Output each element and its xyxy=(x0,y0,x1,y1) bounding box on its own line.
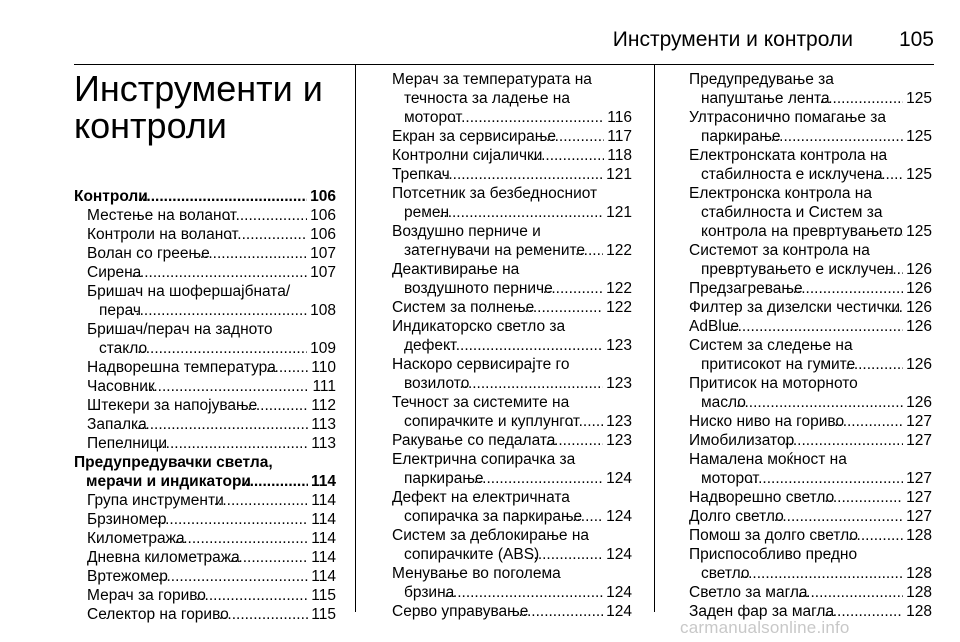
toc-entry-text: Наскоро сервисирајте го возилото ..... xyxy=(392,355,603,393)
toc-page-number: 114 xyxy=(308,548,336,567)
watermark: carmanualsonline.info xyxy=(680,618,850,637)
toc-entry-text: AdBlue ..... xyxy=(689,317,903,336)
toc-entry[interactable] xyxy=(676,279,932,298)
toc-entry-text: Трепкач ..... xyxy=(392,165,603,184)
toc-entry[interactable] xyxy=(74,415,336,434)
toc-entry-text: Бришач на шофершајбната/ перач ..... xyxy=(87,282,307,320)
toc-entry[interactable] xyxy=(74,567,336,586)
toc-entry[interactable] xyxy=(74,225,336,244)
toc-entry[interactable] xyxy=(74,491,336,510)
running-head-title: Инструменти и контроли xyxy=(612,28,853,51)
toc-page-number: 126 xyxy=(903,260,932,279)
toc-entry[interactable] xyxy=(676,241,932,279)
toc-page-number: 124 xyxy=(603,602,632,621)
toc-entry-text: Волан со греење ..... xyxy=(87,244,307,263)
toc-entry-text: Запалка ..... xyxy=(87,415,308,434)
toc-page-number: 128 xyxy=(903,564,932,583)
toc-entry[interactable] xyxy=(74,206,336,225)
toc-page-number: 128 xyxy=(903,526,932,545)
toc-entry-text: Филтер за дизелски честички ..... xyxy=(689,298,903,317)
toc-entry-text: Светло за магла ..... xyxy=(689,583,903,602)
toc-page-number: 107 xyxy=(307,263,336,282)
toc-entry-text: Километража ..... xyxy=(87,529,308,548)
toc-entry-text: Бришач/перач на задното стакло ..... xyxy=(87,320,307,358)
toc-page-number: 116 xyxy=(604,108,632,127)
toc-entry[interactable] xyxy=(676,374,932,412)
toc-page-number: 126 xyxy=(903,355,932,374)
toc-entry[interactable] xyxy=(676,317,932,336)
toc-entry[interactable] xyxy=(379,127,632,146)
toc-page-number: 114 xyxy=(308,529,336,548)
toc-page-number: 127 xyxy=(903,431,932,450)
column-divider-1 xyxy=(355,64,356,612)
toc-entry[interactable] xyxy=(74,244,336,263)
toc-page-number: 114 xyxy=(308,567,336,586)
toc-page-number: 128 xyxy=(903,602,932,621)
toc-entry-text: Екран за сервисирање ..... xyxy=(392,127,604,146)
toc-page-number: 125 xyxy=(903,127,932,146)
section-title: Инструменти и контроли xyxy=(74,68,323,146)
toc-page-number: 123 xyxy=(603,412,632,431)
toc-entry[interactable] xyxy=(379,355,632,393)
toc-entry-text: Деактивирање на воздушното перниче ..... xyxy=(392,260,603,298)
toc-page-number: 125 xyxy=(903,165,932,184)
toc-entry[interactable] xyxy=(74,529,336,548)
toc-entry-text: Помош за долго светло ..... xyxy=(689,526,903,545)
toc-entry-text: Електронска контрола на стабилноста и Систем за контрола на превртувањето ..... xyxy=(689,184,903,241)
toc-page-number: 123 xyxy=(603,374,632,393)
toc-entry-text: Мерач за температурата на течноста за ладење на моторот ..... xyxy=(392,70,604,127)
toc-entry-text: Електрична сопирачка за паркирање ..... xyxy=(392,450,603,488)
toc-entry-text: Селектор на гориво ..... xyxy=(87,605,308,624)
toc-entry-text: Ниско ниво на гориво ..... xyxy=(689,412,903,431)
toc-entry-text: Надворешна температура ..... xyxy=(87,358,308,377)
toc-entry[interactable] xyxy=(676,146,932,184)
toc-page-number: 114 xyxy=(308,510,336,529)
toc-entry[interactable] xyxy=(74,320,336,358)
toc-page-number: 122 xyxy=(603,279,632,298)
toc-page-number: 114 xyxy=(308,472,336,491)
toc-page-number: 109 xyxy=(307,339,336,358)
toc-entry[interactable] xyxy=(379,564,632,602)
toc-entry-text: Брзиномер ..... xyxy=(87,510,308,529)
toc-page-number: 107 xyxy=(307,244,336,263)
toc-page-number: 115 xyxy=(308,605,336,624)
toc-entry-text: Штекери за напојување ..... xyxy=(87,396,308,415)
toc-entry[interactable] xyxy=(676,336,932,374)
toc-entry[interactable] xyxy=(379,184,632,222)
toc-entry-text: Дефект на електричната сопирачка за паркирање ..... xyxy=(392,488,603,526)
toc-entry[interactable] xyxy=(74,510,336,529)
toc-entry-text: Дневна километража ..... xyxy=(87,548,308,567)
toc-entry-text: Предупредување за напуштање лента ..... xyxy=(689,70,903,108)
toc-entry-text: Пепелници ..... xyxy=(87,434,308,453)
toc-entry-text: Приспособливо предно светло ..... xyxy=(689,545,903,583)
toc-entry-text: Намалена моќност на моторот ..... xyxy=(689,450,903,488)
toc-entry-text: Вртежомер ..... xyxy=(87,567,308,586)
toc-entry-text: Ракување со педалата ..... xyxy=(392,431,603,450)
toc-entry-text: Имобилизатор ..... xyxy=(689,431,903,450)
toc-entry-text: Систем за следење на притисокот на гумите ..... xyxy=(689,336,903,374)
toc-page-number: 124 xyxy=(603,583,632,602)
toc-entry-text: Потсетник за безбедносниот ремен ..... xyxy=(392,184,603,222)
toc-entry[interactable] xyxy=(74,605,336,624)
toc-entry-text: Мерач за гориво ..... xyxy=(87,586,308,605)
toc-entry[interactable] xyxy=(379,526,632,564)
toc-page-number: 128 xyxy=(903,583,932,602)
toc-entry[interactable] xyxy=(676,184,932,241)
toc-entry[interactable] xyxy=(74,434,336,453)
toc-entry[interactable] xyxy=(676,70,932,108)
toc-entry[interactable] xyxy=(74,548,336,567)
toc-entry[interactable] xyxy=(74,263,336,282)
toc-page-number: 121 xyxy=(603,165,632,184)
toc-column-2 xyxy=(379,70,632,621)
toc-page-number: 126 xyxy=(903,317,932,336)
toc-entry[interactable] xyxy=(379,393,632,431)
toc-page-number: 123 xyxy=(603,336,632,355)
toc-entry-text: Воздушно перниче и затегнувачи на ремените ..... xyxy=(392,222,603,260)
toc-page-number: 112 xyxy=(308,396,336,415)
toc-entry[interactable] xyxy=(74,377,336,396)
toc-entry[interactable] xyxy=(379,602,632,621)
toc-page-number: 108 xyxy=(307,301,336,320)
toc-page-number: 113 xyxy=(308,434,336,453)
toc-entry[interactable] xyxy=(379,317,632,355)
toc-page-number: 106 xyxy=(307,187,336,206)
toc-entry[interactable] xyxy=(379,488,632,526)
toc-entry-text: Контроли ..... xyxy=(74,187,307,206)
toc-entry[interactable] xyxy=(379,146,632,165)
toc-page-number: 113 xyxy=(308,415,336,434)
toc-entry[interactable] xyxy=(676,412,932,431)
toc-page-number: 114 xyxy=(308,491,336,510)
toc-entry[interactable] xyxy=(379,165,632,184)
toc-entry[interactable] xyxy=(379,298,632,317)
toc-entry-text: Притисок на моторното масло ..... xyxy=(689,374,903,412)
running-head xyxy=(0,28,934,62)
toc-page-number: 124 xyxy=(603,545,632,564)
toc-entry-text: Часовник ..... xyxy=(87,377,309,396)
toc-column-1 xyxy=(74,70,336,624)
toc-entry[interactable] xyxy=(676,108,932,146)
toc-page-number: 106 xyxy=(307,225,336,244)
toc-entry-text: Надворешно светло ..... xyxy=(689,488,903,507)
toc-entry-text: Местење на воланот ..... xyxy=(87,206,307,225)
toc-entry[interactable] xyxy=(74,282,336,320)
toc-entry-text: Систем за деблокирање на сопирачките (ABS) ..... xyxy=(392,526,603,564)
toc-entry[interactable] xyxy=(74,396,336,415)
toc-page-number: 127 xyxy=(903,507,932,526)
toc-entry-text: Електронската контрола на стабилноста е исклучена ..... xyxy=(689,146,903,184)
toc-entry[interactable] xyxy=(379,70,632,127)
toc-entry[interactable] xyxy=(676,545,932,583)
toc-entry[interactable] xyxy=(379,222,632,260)
toc-page-number: 110 xyxy=(308,358,336,377)
toc-page-number: 126 xyxy=(903,279,932,298)
column-divider-2 xyxy=(654,64,655,612)
toc-entry-text: Менување во поголема брзина ..... xyxy=(392,564,603,602)
toc-entry-text: Контролни сијалички ..... xyxy=(392,146,604,165)
toc-page-number: 127 xyxy=(903,469,932,488)
toc-entry-text: Предзагревање ..... xyxy=(689,279,903,298)
toc-entry[interactable] xyxy=(676,583,932,602)
toc-page-number: 124 xyxy=(603,469,632,488)
toc-page-number: 115 xyxy=(308,586,336,605)
toc-page-number: 125 xyxy=(903,89,932,108)
toc-heading[interactable] xyxy=(74,453,336,491)
toc-entry-text: Контроли на воланот ..... xyxy=(87,225,307,244)
toc-page-number: 123 xyxy=(603,431,632,450)
toc-entry-text: Серво управување ..... xyxy=(392,602,603,621)
toc-entry[interactable] xyxy=(379,260,632,298)
toc-page-number: 124 xyxy=(603,507,632,526)
toc-column-3 xyxy=(676,70,932,621)
toc-entry[interactable] xyxy=(676,298,932,317)
page-number: 105 xyxy=(898,28,934,51)
toc-page-number: 126 xyxy=(903,298,932,317)
toc-entry-text: Група инструменти ..... xyxy=(87,491,308,510)
toc-page-number: 111 xyxy=(309,377,336,396)
toc-entry[interactable] xyxy=(379,431,632,450)
toc-entry[interactable] xyxy=(74,586,336,605)
toc-entry-text: Систем за полнење ..... xyxy=(392,298,603,317)
toc-page-number: 127 xyxy=(903,488,932,507)
toc-heading[interactable] xyxy=(74,187,336,206)
toc-page-number: 106 xyxy=(307,206,336,225)
toc-entry-text: Долго светло ..... xyxy=(689,507,903,526)
toc-entry[interactable] xyxy=(379,450,632,488)
toc-page-number: 118 xyxy=(604,146,632,165)
toc-page-number: 117 xyxy=(604,127,632,146)
toc-page-number: 126 xyxy=(903,393,932,412)
toc-entry[interactable] xyxy=(676,507,932,526)
toc-entry[interactable] xyxy=(676,450,932,488)
toc-entry-text: Течност за системите на сопирачките и куплунгот ..... xyxy=(392,393,603,431)
toc-page-number: 122 xyxy=(603,298,632,317)
toc-entry[interactable] xyxy=(676,431,932,450)
toc-entry[interactable] xyxy=(676,488,932,507)
toc-entry[interactable] xyxy=(676,526,932,545)
toc-entry-text: Индикаторско светло за дефект ..... xyxy=(392,317,603,355)
toc-page-number: 125 xyxy=(903,222,932,241)
toc-entry-text: Предупредувачки светла, мерачи и индикатори ..... xyxy=(74,453,308,491)
header-rule xyxy=(74,64,934,65)
toc-page-number: 122 xyxy=(603,241,632,260)
toc-entry-text: Системот за контрола на превртувањето е исклучен ..... xyxy=(689,241,903,279)
toc-entry[interactable] xyxy=(74,358,336,377)
toc-entry-text: Сирена ..... xyxy=(87,263,307,282)
toc-entry-text: Заден фар за магла ..... xyxy=(689,602,903,621)
toc-page-number: 121 xyxy=(603,203,632,222)
toc-page-number: 127 xyxy=(903,412,932,431)
toc-entry-text: Ултрасонично помагање за паркирање ..... xyxy=(689,108,903,146)
